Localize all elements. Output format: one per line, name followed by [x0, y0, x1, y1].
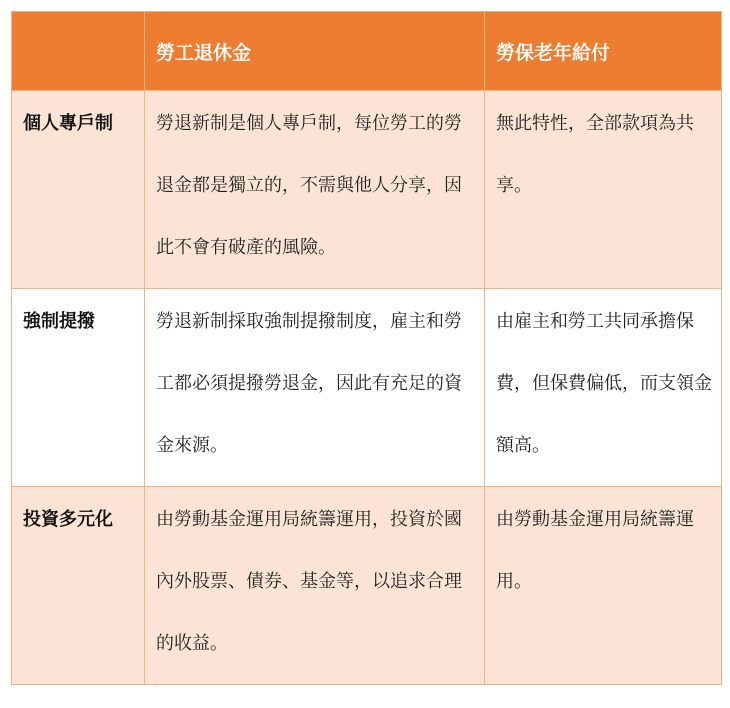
pension-cell — [145, 487, 485, 685]
header-pension-cell: 勞工退休金 — [145, 12, 485, 91]
comparison-table-container — [11, 11, 721, 685]
insurance-cell — [485, 487, 722, 685]
header-insurance-cell: 勞保老年給付 — [485, 12, 722, 91]
pension-cell — [145, 91, 485, 289]
pension-text: 勞退新制採取強制提撥制度，雇主和勞工都必須提撥勞退金，因此有充足的資金來源。 — [156, 311, 462, 456]
table-row — [12, 289, 722, 487]
row-label-cell — [12, 289, 145, 487]
row-label: 個人專戶制 — [23, 113, 113, 134]
insurance-cell — [485, 289, 722, 487]
insurance-text: 無此特性，全部款項為共享。 — [496, 113, 694, 196]
header-blank-cell — [12, 12, 145, 91]
table-row — [12, 91, 722, 289]
header-row — [12, 12, 722, 91]
row-label: 強制提撥 — [23, 311, 95, 332]
pension-text: 由勞動基金運用局統籌運用，投資於國內外股票、債券、基金等，以追求合理的收益。 — [156, 509, 462, 654]
row-label-cell — [12, 91, 145, 289]
insurance-cell — [485, 91, 722, 289]
pension-cell — [145, 289, 485, 487]
row-label: 投資多元化 — [23, 509, 113, 530]
insurance-text: 由雇主和勞工共同承擔保費，但保費偏低，而支領金額高。 — [496, 311, 712, 456]
insurance-text: 由勞動基金運用局統籌運用。 — [496, 509, 694, 592]
pension-text: 勞退新制是個人專戶制，每位勞工的勞退金都是獨立的，不需與他人分享，因此不會有破產的風險。 — [156, 113, 462, 258]
table-row — [12, 487, 722, 685]
row-label-cell — [12, 487, 145, 685]
comparison-table — [11, 11, 722, 685]
